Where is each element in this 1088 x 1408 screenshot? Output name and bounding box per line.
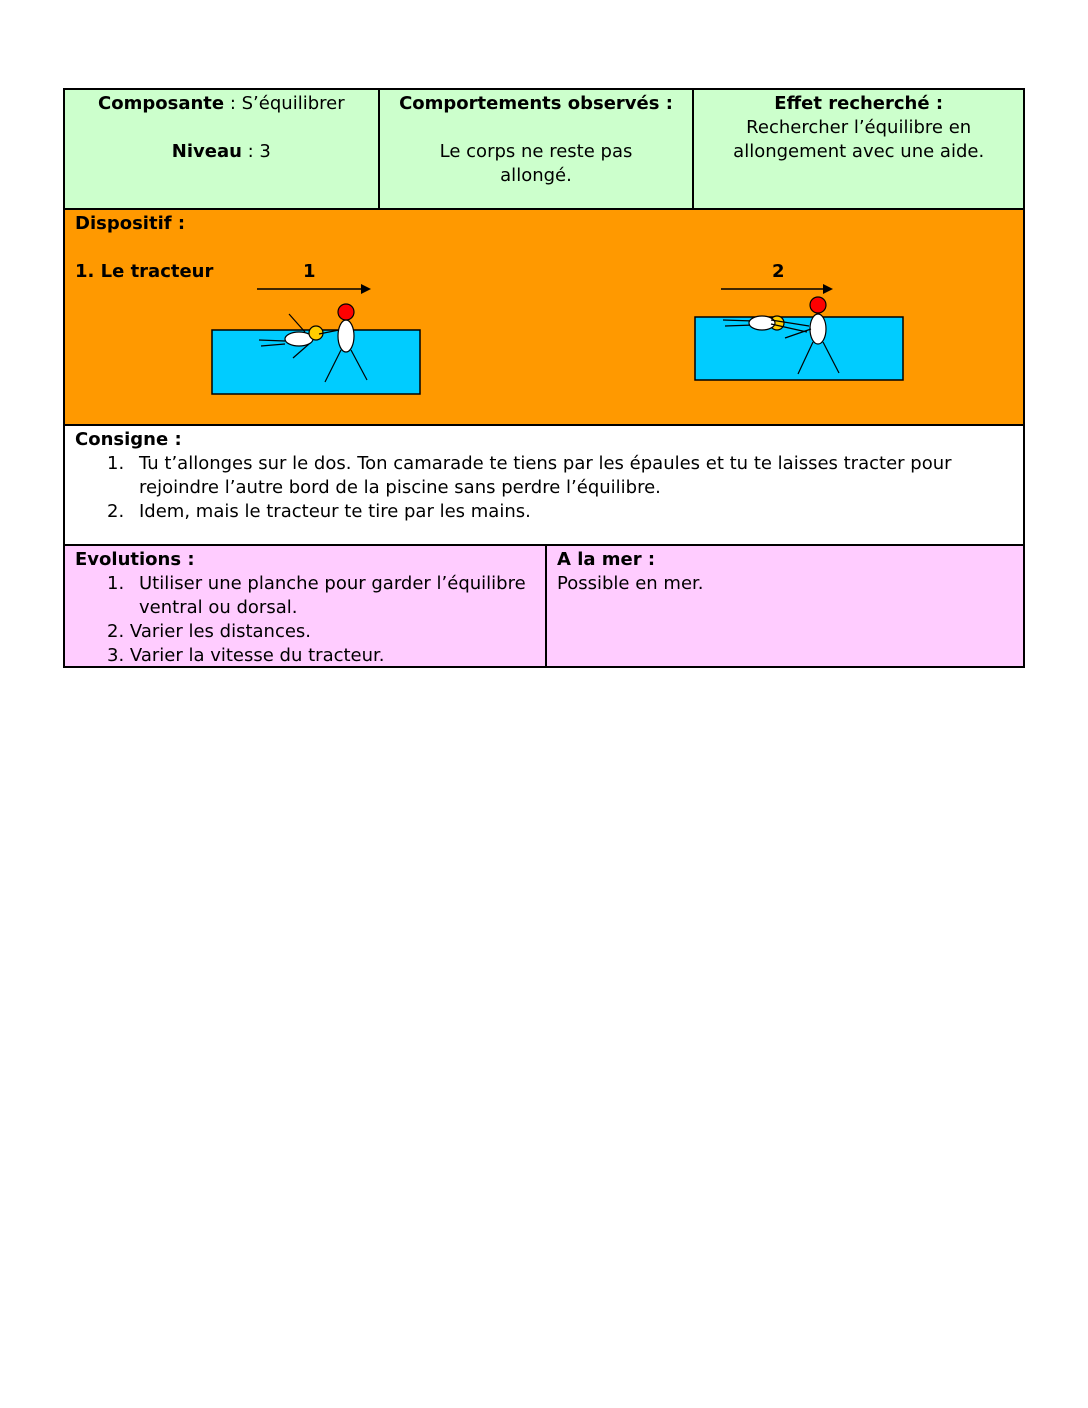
tractor-1-body: [338, 320, 354, 352]
dispositif-label: Dispositif :: [75, 213, 186, 234]
tractor-2-body: [810, 314, 826, 344]
swimmer-2-body: [749, 316, 775, 330]
list-item: 2. Varier les distances.: [107, 621, 312, 642]
list-item: 1. Utiliser une planche pour garder l’équilibre ventral ou dorsal.: [107, 573, 526, 618]
effet-label: Effet recherché :: [774, 93, 944, 114]
list-item: 1. Tu t’allonges sur le dos. Ton camarade te tiens par les épaules et tu te laisses tracter pour rejoindre l’autre bord de la piscine sans perdre l’équilibre.: [107, 453, 952, 498]
swimmer-1-head: [309, 326, 323, 340]
consigne-cell: [65, 426, 1023, 544]
niveau-label: Niveau: [171, 141, 242, 162]
effet-text: Rechercher l’équilibre en allongement avec une aide.: [733, 117, 985, 162]
list-item: 3. Varier la vitesse du tracteur.: [107, 645, 385, 666]
dispositif-row: [65, 210, 1023, 426]
mer-cell: [545, 546, 1023, 666]
exercise-sheet: [63, 88, 1025, 668]
niveau-value: : 3: [241, 141, 271, 162]
evolutions-cell: [65, 546, 545, 666]
consigne-row: [65, 426, 1023, 546]
comportements-label: Comportements observés :: [399, 93, 673, 114]
figure-1: [212, 261, 420, 394]
consigne-label: Consigne :: [75, 429, 182, 450]
tractor-diagram: [65, 210, 1023, 424]
figure-1-number: 1: [303, 261, 316, 282]
evolutions-label: Evolutions :: [75, 549, 195, 570]
consigne-list: [75, 452, 1013, 524]
comportements-text: Le corps ne reste pas allongé.: [439, 141, 633, 186]
tractor-1-head: [338, 304, 354, 320]
arrow-1-head: [361, 284, 371, 294]
composante-label: Composante: [98, 93, 225, 114]
exercise-title: 1. Le tracteur: [75, 261, 214, 282]
tractor-2-head: [810, 297, 826, 313]
mer-label: A la mer :: [557, 549, 656, 570]
comportements-cell: [378, 90, 693, 208]
evolutions-row: [65, 546, 1023, 666]
effet-cell: [692, 90, 1023, 208]
figure-2: [695, 261, 903, 380]
mer-text: Possible en mer.: [557, 573, 704, 594]
list-item: 2. Idem, mais le tracteur te tire par les mains.: [107, 501, 531, 522]
composante-value: : S’équilibrer: [224, 93, 345, 114]
evolutions-list: [75, 572, 535, 668]
composante-cell: [65, 90, 378, 208]
header-row: [65, 90, 1023, 210]
figure-2-number: 2: [772, 261, 785, 282]
arrow-2-head: [823, 284, 833, 294]
